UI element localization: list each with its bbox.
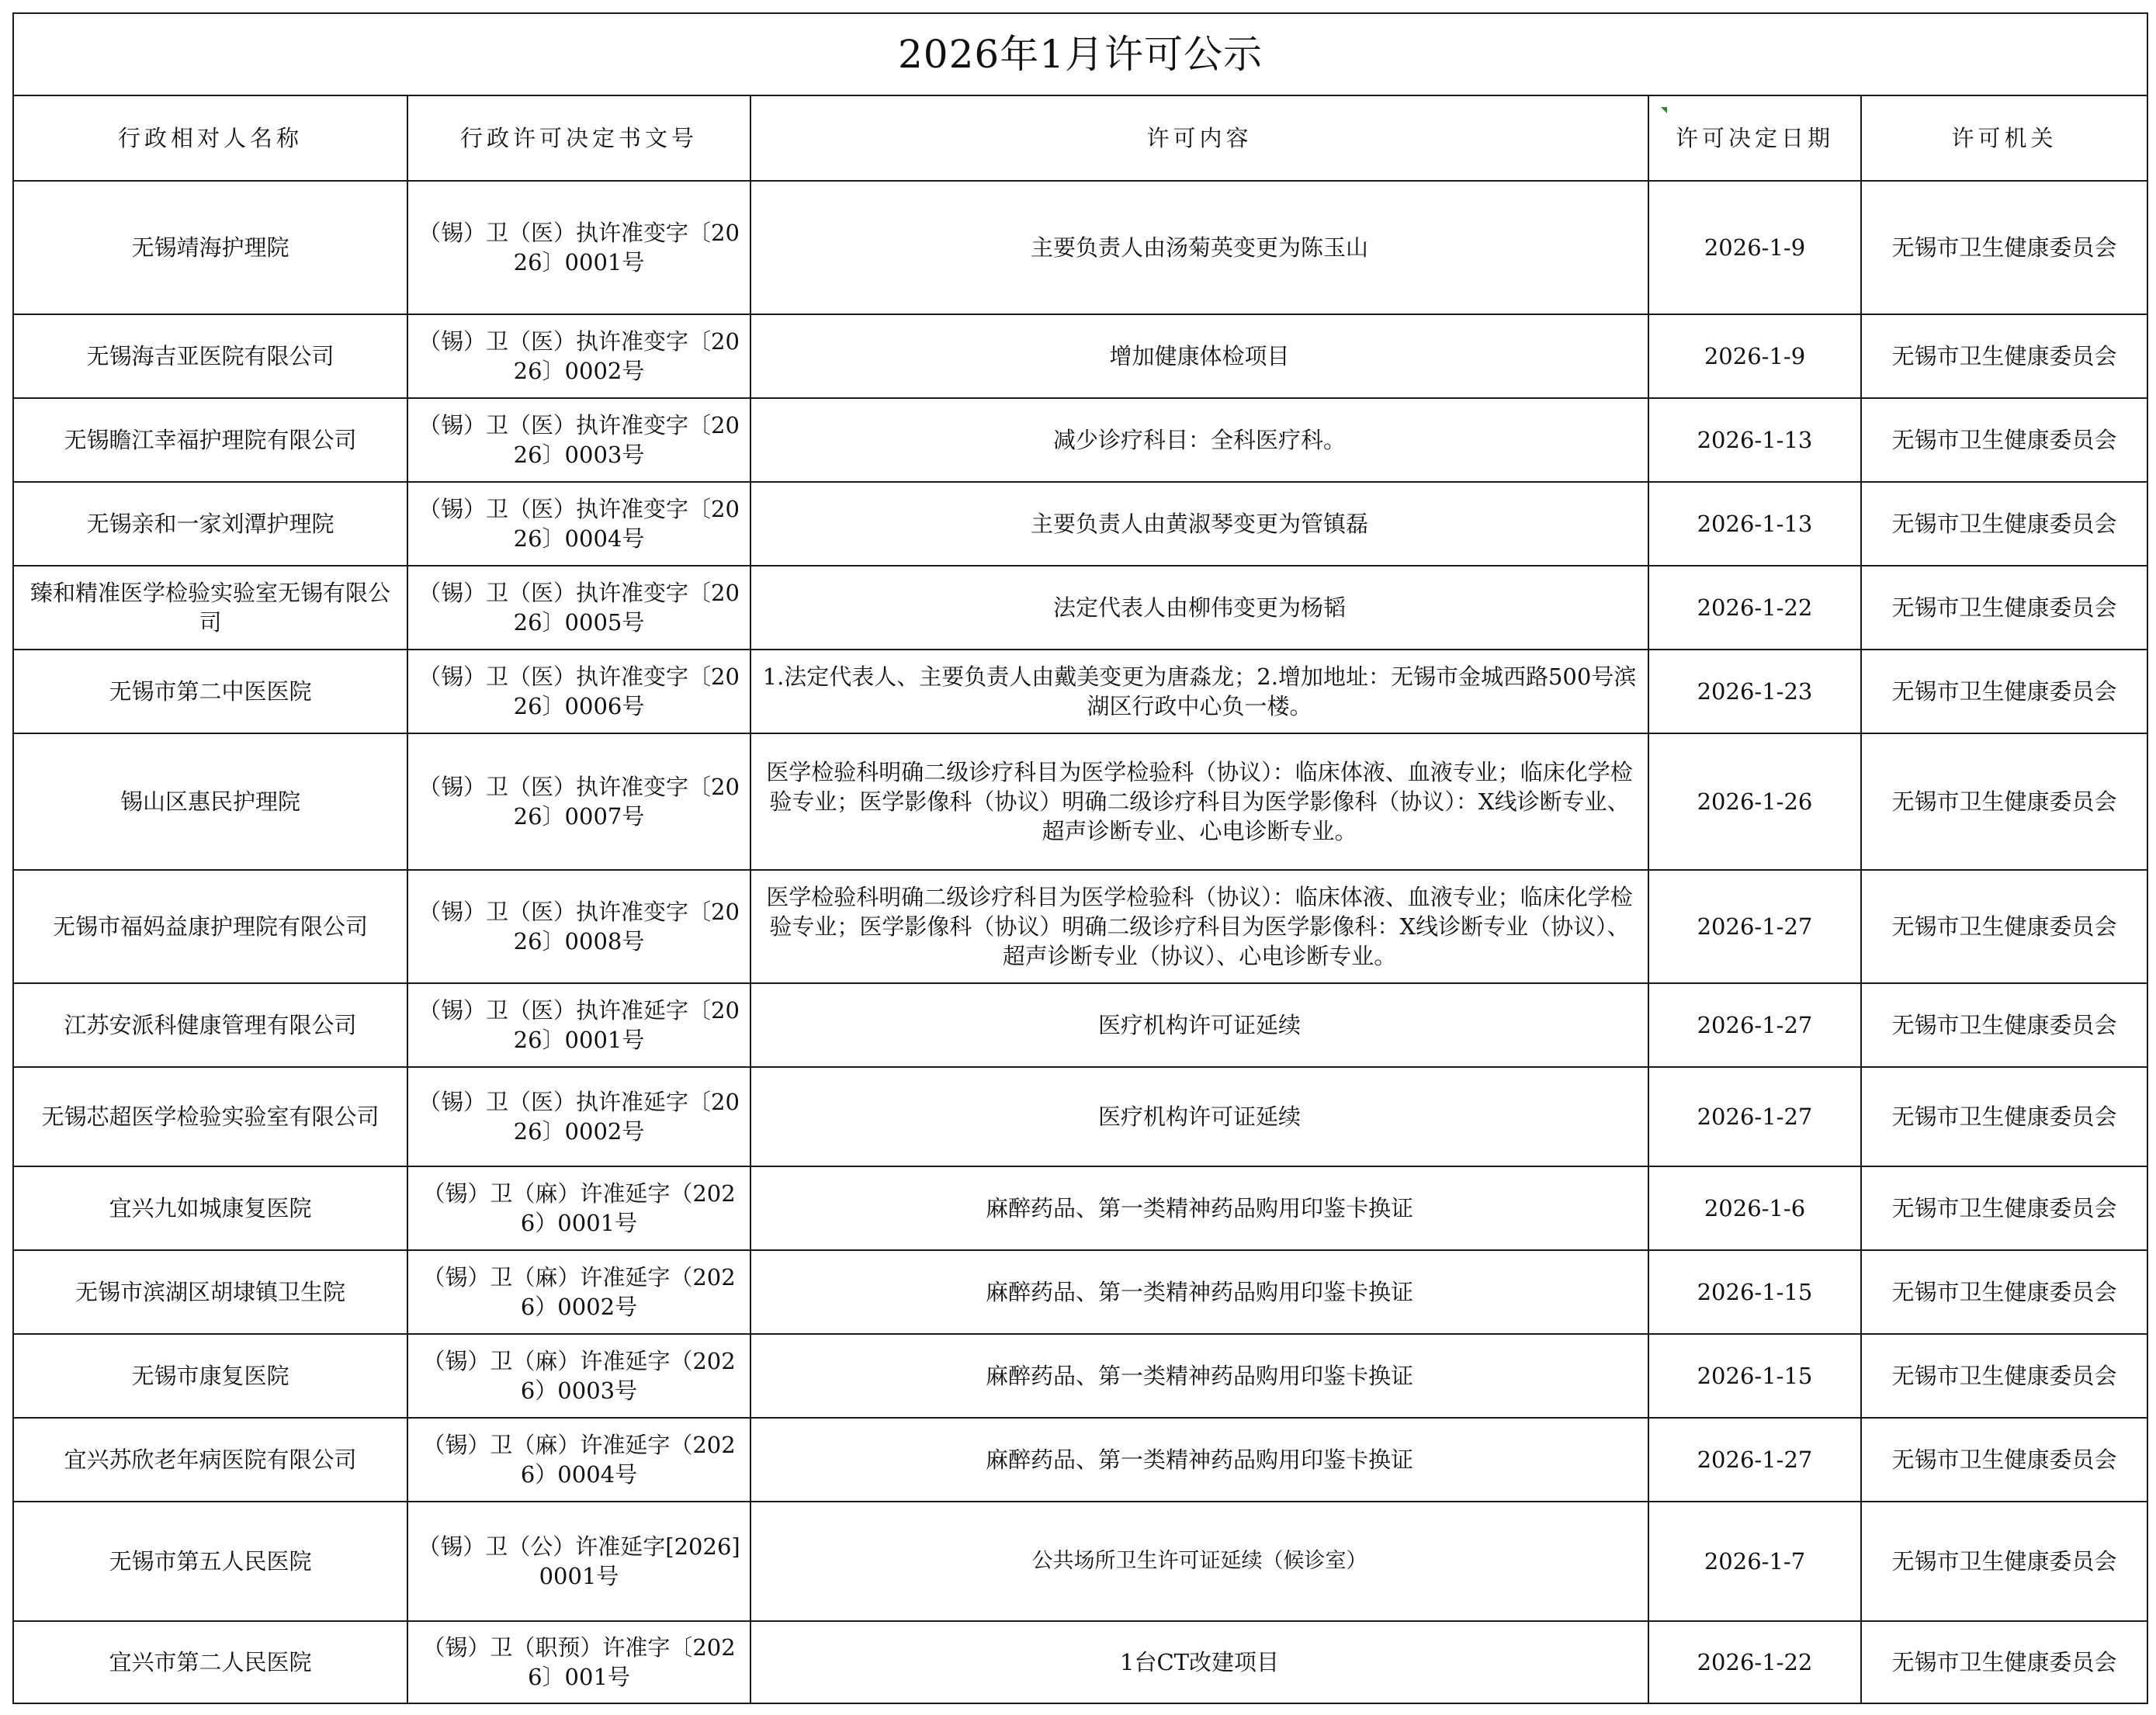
cell-authority: 无锡市卫生健康委员会 [1861,1418,2147,1502]
cell-name: 宜兴苏欣老年病医院有限公司 [13,1418,407,1502]
cell-date: 2026-1-27 [1648,983,1861,1067]
cell-content: 主要负责人由汤菊英变更为陈玉山 [750,181,1648,314]
cell-content: 医学检验科明确二级诊疗科目为医学检验科（协议）：临床体液、血液专业；临床化学检验专业；医学影像科（协议）明确二级诊疗科目为医学影像科（协议）：X线诊断专业、超声诊断专业、心电诊断专业。 [750,733,1648,870]
cell-doc-no: （锡）卫（医）执许准延字〔2026〕0002号 [407,1067,750,1166]
table-row [13,983,2147,1067]
cell-content: 1.法定代表人、主要负责人由戴美变更为唐淼龙；2.增加地址：无锡市金城西路500号滨湖区行政中心负一楼。 [750,650,1648,733]
cell-name: 无锡市康复医院 [13,1334,407,1418]
cell-doc-no: （锡）卫（麻）许准延字（2026）0004号 [407,1418,750,1502]
cell-date: 2026-1-7 [1648,1502,1861,1621]
cell-doc-no: （锡）卫（麻）许准延字（2026）0002号 [407,1250,750,1334]
cell-authority: 无锡市卫生健康委员会 [1861,181,2147,314]
table-row [13,1334,2147,1418]
cell-authority: 无锡市卫生健康委员会 [1861,870,2147,983]
cell-doc-no: （锡）卫（医）执许准变字〔2026〕0004号 [407,482,750,566]
cell-authority: 无锡市卫生健康委员会 [1861,650,2147,733]
cell-doc-no: （锡）卫（医）执许准变字〔2026〕0008号 [407,870,750,983]
cell-date: 2026-1-23 [1648,650,1861,733]
cell-content: 麻醉药品、第一类精神药品购用印鉴卡换证 [750,1334,1648,1418]
cell-doc-no: （锡）卫（麻）许准延字（2026）0001号 [407,1166,750,1250]
cell-authority: 无锡市卫生健康委员会 [1861,398,2147,482]
cell-authority: 无锡市卫生健康委员会 [1861,983,2147,1067]
cell-date: 2026-1-13 [1648,482,1861,566]
table-row [13,1166,2147,1250]
header-authority: 许可机关 [1861,95,2147,181]
cell-doc-no: （锡）卫（医）执许准变字〔2026〕0001号 [407,181,750,314]
cell-name: 臻和精准医学检验实验室无锡有限公司 [13,566,407,650]
cell-authority: 无锡市卫生健康委员会 [1861,1502,2147,1621]
cell-name: 宜兴市第二人民医院 [13,1621,407,1703]
header-name: 行政相对人名称 [13,95,407,181]
cell-authority: 无锡市卫生健康委员会 [1861,733,2147,870]
cell-doc-no: （锡）卫（医）执许准变字〔2026〕0007号 [407,733,750,870]
table-row [13,566,2147,650]
page-title: 2026年1月许可公示 [13,13,2147,95]
cell-name: 无锡海吉亚医院有限公司 [13,314,407,398]
table-row [13,733,2147,870]
cell-content: 主要负责人由黄淑琴变更为管镇磊 [750,482,1648,566]
cell-content: 法定代表人由柳伟变更为杨韬 [750,566,1648,650]
cell-authority: 无锡市卫生健康委员会 [1861,314,2147,398]
table-row [13,181,2147,314]
cell-name: 江苏安派科健康管理有限公司 [13,983,407,1067]
table-row [13,1621,2147,1703]
table-row [13,1502,2147,1621]
header-content: 许可内容 [750,95,1648,181]
cell-doc-no: （锡）卫（医）执许准延字〔2026〕0001号 [407,983,750,1067]
cell-content: 减少诊疗科目：全科医疗科。 [750,398,1648,482]
cell-content: 公共场所卫生许可证延续（候诊室） [750,1502,1648,1621]
cell-date: 2026-1-15 [1648,1250,1861,1334]
cell-date: 2026-1-22 [1648,1621,1861,1703]
title-row [13,13,2147,95]
cell-doc-no: （锡）卫（职预）许准字〔2026〕001号 [407,1621,750,1703]
table-row [13,482,2147,566]
cell-date: 2026-1-15 [1648,1334,1861,1418]
cell-authority: 无锡市卫生健康委员会 [1861,1334,2147,1418]
cell-authority: 无锡市卫生健康委员会 [1861,482,2147,566]
table-row [13,650,2147,733]
cell-date: 2026-1-22 [1648,566,1861,650]
cell-date: 2026-1-27 [1648,1418,1861,1502]
cell-date: 2026-1-27 [1648,1067,1861,1166]
header-row [13,95,2147,181]
table-row [13,1418,2147,1502]
cell-date: 2026-1-27 [1648,870,1861,983]
cell-content: 麻醉药品、第一类精神药品购用印鉴卡换证 [750,1166,1648,1250]
header-date: 许可决定日期 [1648,95,1861,181]
cell-authority: 无锡市卫生健康委员会 [1861,1166,2147,1250]
cell-name: 无锡市滨湖区胡埭镇卫生院 [13,1250,407,1334]
cell-content: 麻醉药品、第一类精神药品购用印鉴卡换证 [750,1418,1648,1502]
cell-doc-no: （锡）卫（医）执许准变字〔2026〕0006号 [407,650,750,733]
cell-doc-no: （锡）卫（医）执许准变字〔2026〕0003号 [407,398,750,482]
cell-date: 2026-1-26 [1648,733,1861,870]
cell-name: 锡山区惠民护理院 [13,733,407,870]
permit-sheet [12,12,2147,1704]
cell-authority: 无锡市卫生健康委员会 [1861,566,2147,650]
cell-name: 无锡芯超医学检验实验室有限公司 [13,1067,407,1166]
cell-content: 增加健康体检项目 [750,314,1648,398]
cell-name: 无锡市第二中医医院 [13,650,407,733]
cell-content: 1台CT改建项目 [750,1621,1648,1703]
cell-name: 无锡市第五人民医院 [13,1502,407,1621]
table-row [13,314,2147,398]
cell-authority: 无锡市卫生健康委员会 [1861,1067,2147,1166]
cell-authority: 无锡市卫生健康委员会 [1861,1621,2147,1703]
cell-content: 医疗机构许可证延续 [750,1067,1648,1166]
table-row [13,1250,2147,1334]
cell-date: 2026-1-13 [1648,398,1861,482]
permit-table [12,12,2148,1704]
cell-name: 无锡市福妈益康护理院有限公司 [13,870,407,983]
cell-content: 医学检验科明确二级诊疗科目为医学检验科（协议）：临床体液、血液专业；临床化学检验专业；医学影像科（协议）明确二级诊疗科目为医学影像科：X线诊断专业（协议）、超声诊断专业（协议）、心电诊断专业。 [750,870,1648,983]
table-row [13,398,2147,482]
cell-name: 宜兴九如城康复医院 [13,1166,407,1250]
cell-authority: 无锡市卫生健康委员会 [1861,1250,2147,1334]
cell-doc-no: （锡）卫（医）执许准变字〔2026〕0005号 [407,566,750,650]
cell-date: 2026-1-9 [1648,314,1861,398]
cell-content: 医疗机构许可证延续 [750,983,1648,1067]
cell-doc-no: （锡）卫（麻）许准延字（2026）0003号 [407,1334,750,1418]
table-row [13,870,2147,983]
cell-content: 麻醉药品、第一类精神药品购用印鉴卡换证 [750,1250,1648,1334]
cell-comment-marker [1661,107,1667,113]
cell-name: 无锡靖海护理院 [13,181,407,314]
cell-date: 2026-1-9 [1648,181,1861,314]
cell-date: 2026-1-6 [1648,1166,1861,1250]
cell-doc-no: （锡）卫（公）许准延字[2026]0001号 [407,1502,750,1621]
table-row [13,1067,2147,1166]
cell-doc-no: （锡）卫（医）执许准变字〔2026〕0002号 [407,314,750,398]
cell-name: 无锡亲和一家刘潭护理院 [13,482,407,566]
cell-name: 无锡瞻江幸福护理院有限公司 [13,398,407,482]
header-doc-no: 行政许可决定书文号 [407,95,750,181]
